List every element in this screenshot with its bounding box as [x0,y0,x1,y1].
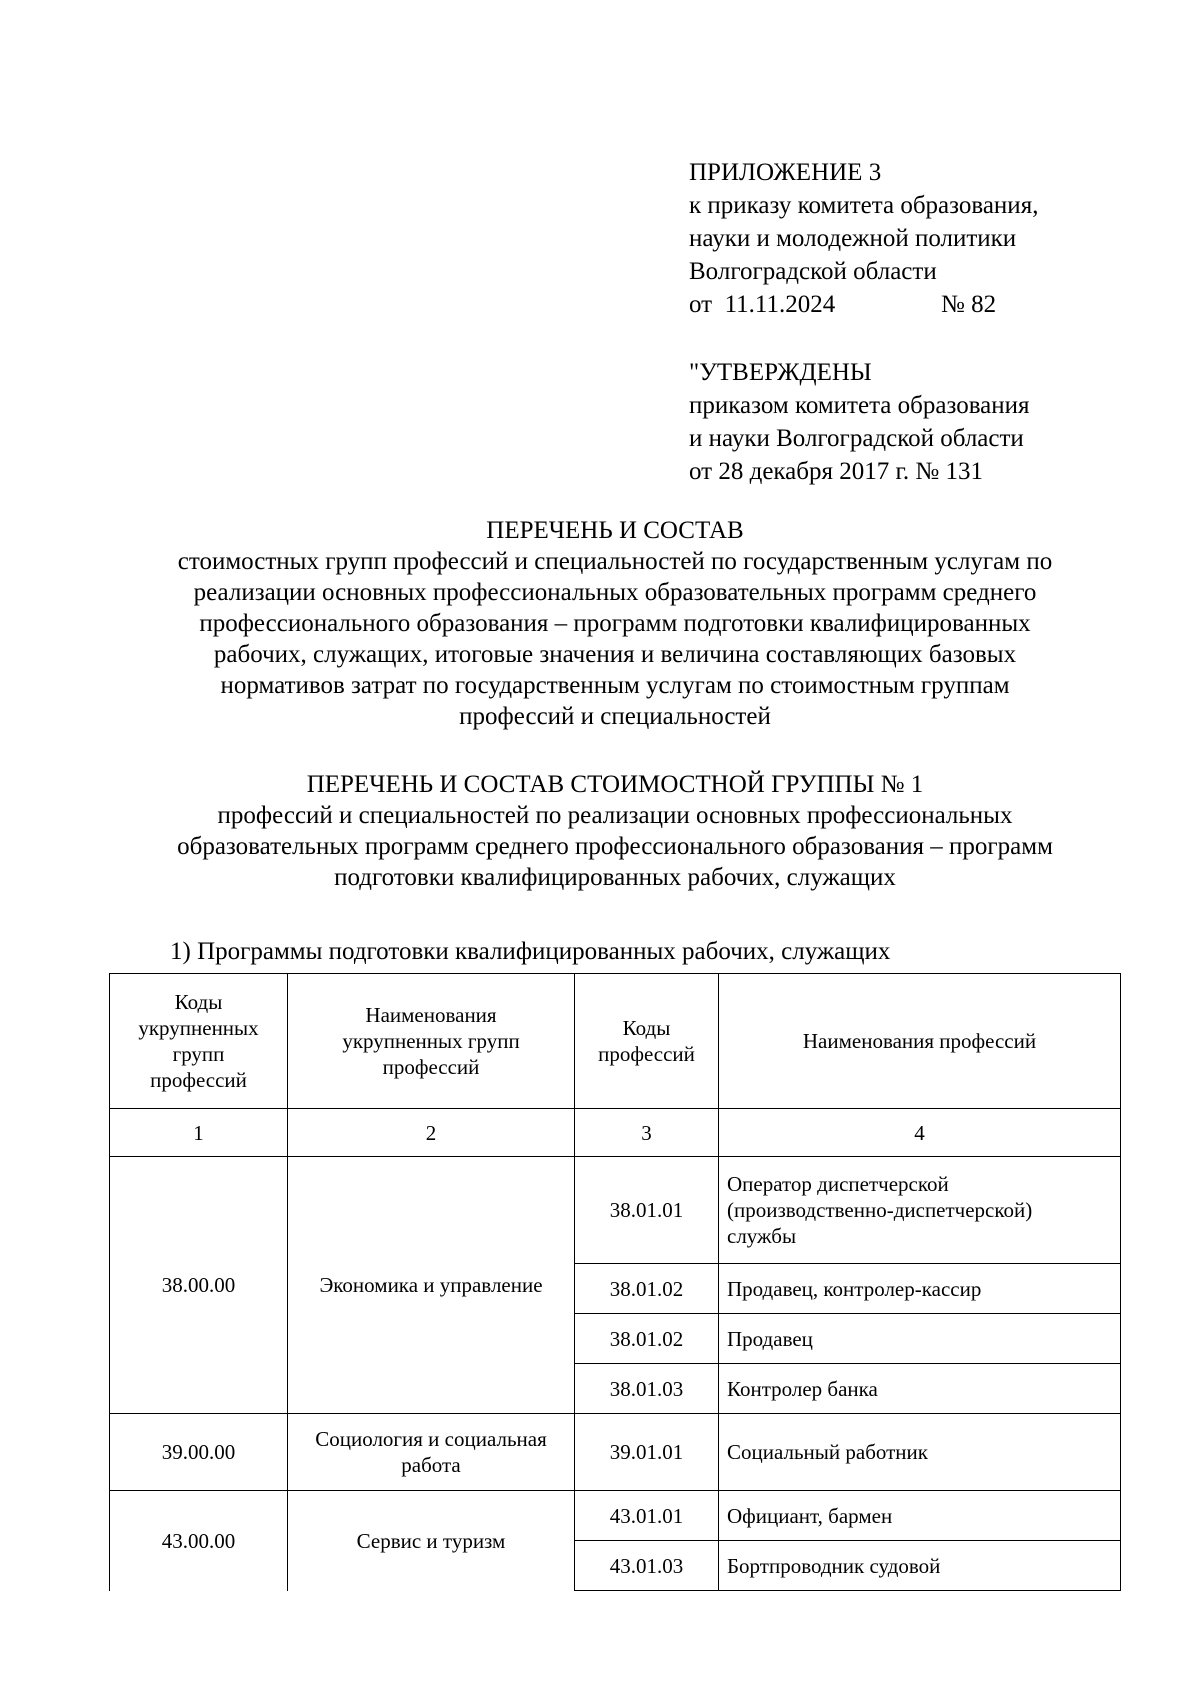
column-number: 2 [425,1120,437,1145]
group-heading-line: профессий и специальностей по реализации основных профессиональных [217,802,1013,829]
profession-name: Контролер банка [727,1376,878,1401]
profession-code: 43.01.01 [609,1503,684,1528]
table-border [574,1590,1121,1591]
column-number: 4 [914,1120,925,1145]
group-code-cell [110,1414,287,1490]
header-profession-names: Наименования профессий [802,1029,1037,1053]
header-profession-codes: Коды профессий [598,1016,695,1066]
group-code-cell [110,1157,287,1413]
column-number-cell [110,1109,287,1156]
main-heading [100,515,1130,732]
approved-title: "УТВЕРЖДЕНЫ [689,359,872,386]
appendix-block [689,156,1038,321]
group-name-cell [288,1157,574,1413]
appendix-date-line [689,288,1038,321]
profession-name: Продавец, контролер-кассир [727,1276,982,1301]
main-heading-line: реализации основных профессиональных образовательных программ среднего [193,579,1037,606]
profession-name: Продавец [727,1326,813,1351]
profession-code: 39.01.01 [609,1440,684,1464]
profession-name-cell [719,1364,1120,1413]
profession-code: 38.01.03 [609,1376,684,1401]
profession-code: 43.01.03 [609,1553,684,1578]
profession-name: Социальный работник [727,1440,928,1464]
main-heading-line: профессионального образования – программ подготовки квалифицированных [199,610,1031,637]
profession-name: Бортпроводник судовой [727,1553,941,1578]
profession-code-cell [575,1157,718,1263]
profession-name-cell [719,1414,1120,1490]
appendix-line-3: Волгоградской области [689,258,937,285]
group-name: Сервис и туризм [356,1529,506,1553]
profession-name-cell [719,1314,1120,1363]
main-heading-line: рабочих, служащих, итоговые значения и величина составляющих базовых [213,641,1017,668]
profession-code-cell [575,1264,718,1313]
profession-name-cell [719,1264,1120,1313]
main-heading-title: ПЕРЕЧЕНЬ И СОСТАВ [486,517,744,544]
profession-name: Оператор диспетчерской (производственно-диспетчерской) службы [727,1172,1033,1248]
profession-name: Официант, бармен [727,1503,893,1528]
group-code-cell [110,1491,287,1591]
column-number-cell [719,1109,1120,1156]
group-code: 43.00.00 [161,1529,236,1553]
appendix-title: ПРИЛОЖЕНИЕ 3 [689,159,882,186]
profession-code-cell [575,1364,718,1413]
profession-code: 38.01.02 [609,1276,684,1301]
group-heading-title: ПЕРЕЧЕНЬ И СОСТАВ СТОИМОСТНОЙ ГРУППЫ № 1 [306,771,924,798]
profession-code-cell [575,1491,718,1540]
group-heading-line: образовательных программ среднего профессионального образования – программ [177,833,1053,860]
column-number: 3 [641,1120,652,1145]
profession-name-cell [719,1491,1120,1540]
appendix-date: от 11.11.2024 [689,291,836,318]
group-code: 38.00.00 [161,1273,236,1297]
approved-line-1: приказом комитета образования [689,392,1030,419]
group-name: Социология и социальная работа [315,1427,547,1477]
appendix-number: № 82 [941,291,997,318]
table-caption: 1) Программы подготовки квалифицированных рабочих, служащих [170,938,891,965]
column-number-cell [288,1109,574,1156]
profession-code: 38.01.02 [609,1326,684,1351]
column-number: 1 [193,1120,204,1145]
group-name-cell [288,1414,574,1490]
group-heading [100,769,1130,893]
table-border [1120,973,1121,1591]
table-header-cell [719,974,1120,1108]
group-name-cell [288,1491,574,1591]
profession-code-cell [575,1541,718,1590]
table-header-cell [288,974,574,1108]
approved-line-2: и науки Волгоградской области [689,425,1024,452]
main-heading-line: нормативов затрат по государственным услугам по стоимостным группам [220,672,1010,699]
appendix-line-1: к приказу комитета образования, [689,192,1039,219]
approved-block [689,356,1030,488]
appendix-line-2: науки и молодежной политики [689,225,1017,252]
column-number-cell [575,1109,718,1156]
group-heading-line: подготовки квалифицированных рабочих, служащих [334,864,896,891]
group-name: Экономика и управление [319,1273,543,1297]
header-group-names: Наименования укрупненных групп профессий [342,1003,520,1079]
profession-code: 38.01.01 [609,1198,684,1222]
profession-name-cell [719,1541,1120,1590]
table-header-cell [575,974,718,1108]
main-heading-line: профессий и специальностей [459,703,771,730]
approved-line-3: от 28 декабря 2017 г. № 131 [689,458,984,485]
group-code: 39.00.00 [161,1440,236,1464]
profession-name-cell [719,1157,1120,1263]
profession-code-cell [575,1314,718,1363]
main-heading-line: стоимостных групп профессий и специальностей по государственным услугам по [177,548,1053,575]
header-group-codes: Коды укрупненных групп профессий [138,990,259,1092]
table-header-cell [110,974,287,1108]
profession-code-cell [575,1414,718,1490]
